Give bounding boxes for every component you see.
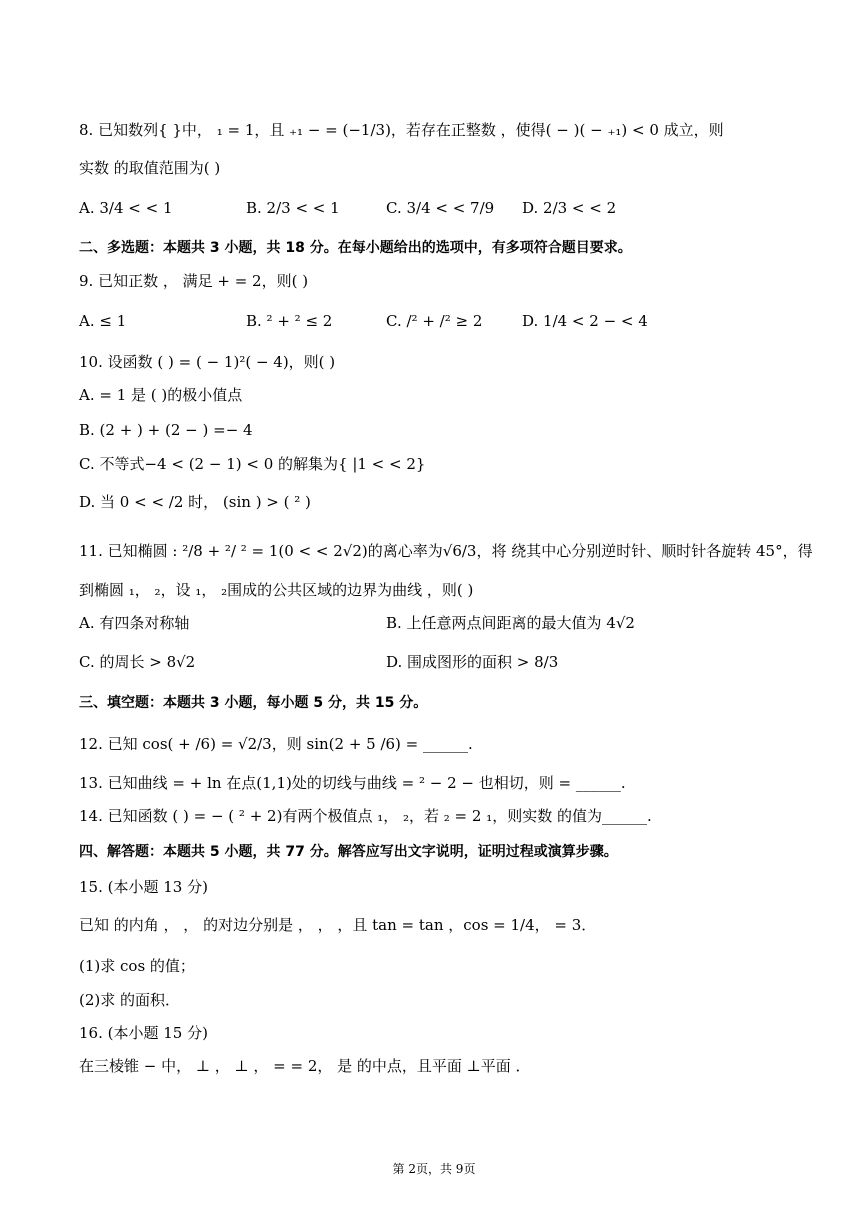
- q8-option-a: A. 3/4 < < 1: [79, 199, 173, 217]
- q9-option-a: A. ≤ 1: [79, 312, 127, 330]
- q8-stem: 8. 已知数列{ }中， ₁ = 1，且 ₊₁ − = (−1/3)，若存在正整数 ，使得( − )( − ₊₁) < 0 成立，则: [79, 121, 724, 139]
- section-fill-blank-heading: 三、填空题：本题共 3 小题，每小题 5 分，共 15 分。: [79, 695, 428, 711]
- question-12: 12. 已知 cos( + /6) = √2/3，则 sin(2 + 5 /6) = ______.: [79, 735, 473, 753]
- q11-option-b: B. 上任意两点间距离的最大值为 4√2: [386, 614, 635, 632]
- q9-option-d: D. 1/4 < 2 − < 4: [522, 312, 648, 330]
- q8-option-c: C. 3/4 < < 7/9: [386, 199, 495, 217]
- q11-option-c: C. 的周长 > 8√2: [79, 653, 196, 671]
- section-solution-heading: 四、解答题：本题共 5 小题，共 77 分。解答应写出文字说明，证明过程或演算步骤。: [79, 844, 618, 860]
- q15-part-1: (1)求 cos 的值；: [79, 957, 195, 975]
- q16-stem: 在三棱锥 − 中， ⊥ ， ⊥ ， = = 2， 是 的中点，且平面 ⊥平面 ．: [79, 1057, 531, 1075]
- q15-part-2: (2)求 的面积．: [79, 991, 181, 1009]
- q10-option-d: D. 当 0 < < /2 时， (sin ) > ( ² ): [79, 493, 311, 511]
- q8-stem-cont: 实数 的取值范围为( ): [79, 159, 221, 177]
- q8-option-b: B. 2/3 < < 1: [246, 199, 340, 217]
- q10-option-c: C. 不等式−4 < (2 − 1) < 0 的解集为{ |1 < < 2}: [79, 455, 426, 473]
- section-multiple-choice-heading: 二、多选题：本题共 3 小题，共 18 分。在每小题给出的选项中，有多项符合题目要求。: [79, 240, 632, 256]
- q10-option-b: B. (2 + ) + (2 − ) =− 4: [79, 421, 253, 439]
- question-13: 13. 已知曲线 = + ln 在点(1,1)处的切线与曲线 = ² − 2 − 也相切，则 = ______.: [79, 774, 626, 792]
- q11-option-a: A. 有四条对称轴: [79, 614, 190, 632]
- q15-heading: 15. (本小题 13 分): [79, 878, 208, 896]
- q10-stem: 10. 设函数 ( ) = ( − 1)²( − 4)，则( ): [79, 353, 336, 371]
- q9-option-c: C. /² + /² ≥ 2: [386, 312, 483, 330]
- q15-stem: 已知 的内角 ， ， 的对边分别是 ， ， ，且 tan = tan ，cos = 1/4， = 3．: [79, 916, 597, 934]
- question-14: 14. 已知函数 ( ) = − ( ² + 2)有两个极值点 ₁， ₂，若 ₂ = 2 ₁，则实数 的值为______.: [79, 807, 652, 825]
- q9-stem: 9. 已知正数 ， 满足 + = 2，则( ): [79, 272, 309, 290]
- q11-stem-cont: 到椭圆 ₁， ₂，设 ₁， ₂围成的公共区域的边界为曲线 ，则( ): [79, 581, 474, 599]
- q8-option-d: D. 2/3 < < 2: [522, 199, 617, 217]
- q9-option-b: B. ² + ² ≤ 2: [246, 312, 333, 330]
- q11-option-d: D. 围成图形的面积 > 8/3: [386, 653, 559, 671]
- page-footer: 第 2页，共 9页: [392, 1162, 476, 1176]
- q16-heading: 16. (本小题 15 分): [79, 1024, 208, 1042]
- q10-option-a: A. = 1 是 ( )的极小值点: [79, 386, 243, 404]
- q11-stem: 11. 已知椭圆 : ²/8 + ²/ ² = 1(0 < < 2√2)的离心率为√6/3，将 绕其中心分别逆时针、顺时针各旋转 45°，得: [79, 542, 813, 560]
